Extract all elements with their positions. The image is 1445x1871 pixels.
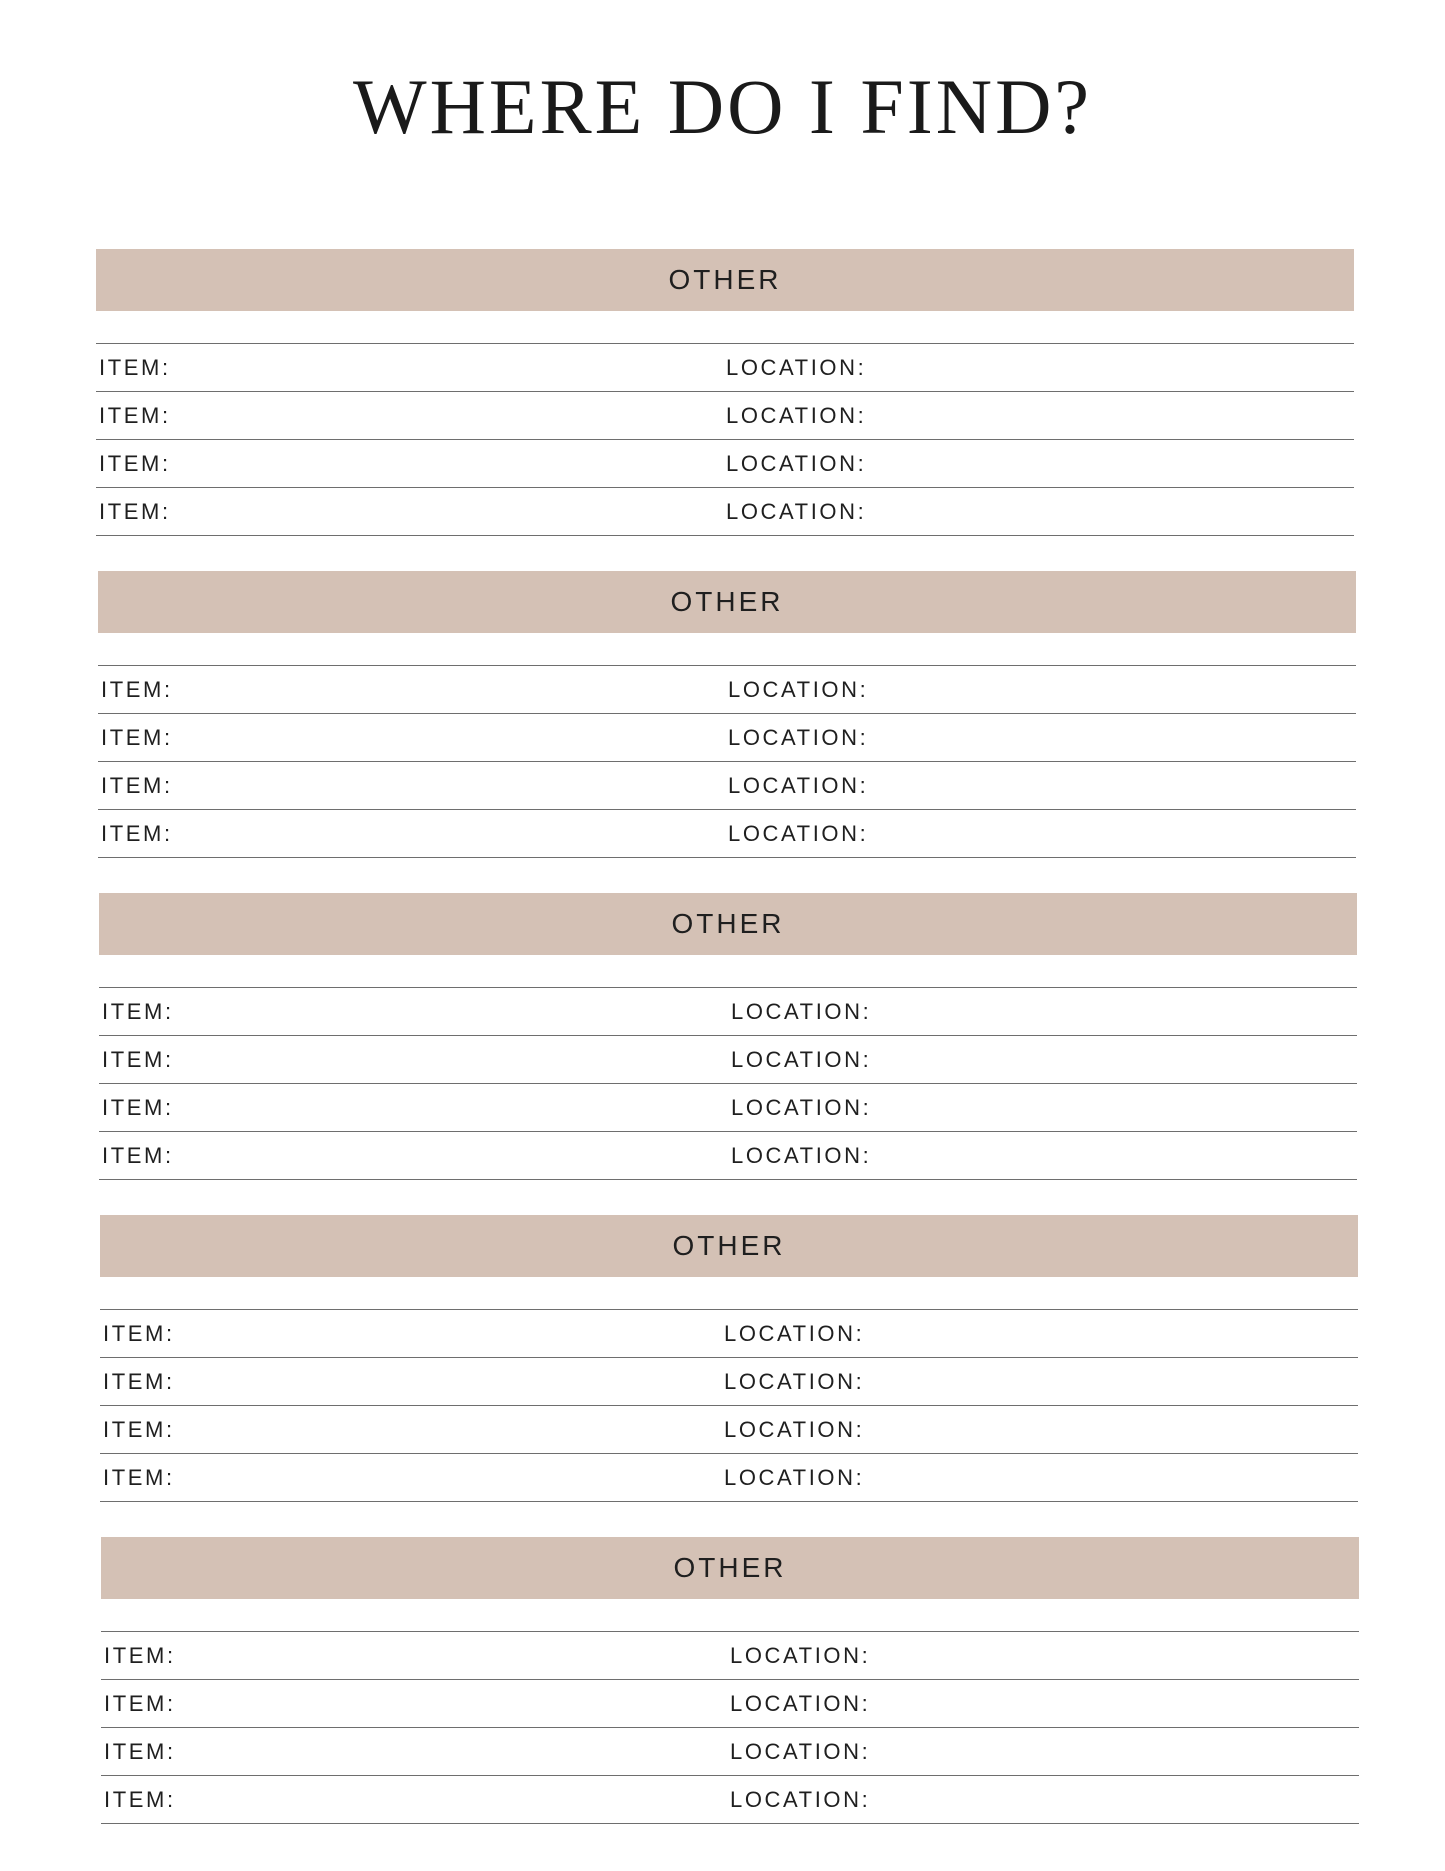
item-label: ITEM: — [104, 1786, 176, 1812]
section-header: OTHER — [96, 249, 1354, 311]
item-location-row[interactable] — [100, 1406, 1358, 1454]
item-location-row[interactable] — [98, 666, 1356, 714]
item-location-row[interactable] — [99, 1132, 1357, 1180]
section-header: OTHER — [100, 1215, 1358, 1277]
item-label: ITEM: — [102, 1094, 174, 1120]
item-location-row[interactable] — [96, 344, 1354, 392]
location-label: LOCATION: — [726, 402, 867, 428]
item-label: ITEM: — [104, 1642, 176, 1668]
item-label: ITEM: — [103, 1368, 175, 1394]
row-list — [100, 1309, 1358, 1502]
section-header: OTHER — [101, 1537, 1359, 1599]
row-list — [99, 987, 1357, 1180]
item-label: ITEM: — [102, 1142, 174, 1168]
item-label: ITEM: — [102, 998, 174, 1024]
location-label: LOCATION: — [731, 1046, 872, 1072]
location-label: LOCATION: — [731, 998, 872, 1024]
section-4 — [100, 1215, 1358, 1502]
item-location-row[interactable] — [98, 810, 1356, 858]
section-5 — [101, 1537, 1359, 1824]
item-location-row[interactable] — [98, 714, 1356, 762]
item-location-row[interactable] — [96, 488, 1354, 536]
row-list — [96, 343, 1354, 536]
item-location-row[interactable] — [96, 440, 1354, 488]
item-location-row[interactable] — [101, 1728, 1359, 1776]
item-label: ITEM: — [103, 1464, 175, 1490]
row-list — [101, 1631, 1359, 1824]
item-label: ITEM: — [99, 498, 171, 524]
item-location-row[interactable] — [101, 1632, 1359, 1680]
location-label: LOCATION: — [728, 820, 869, 846]
item-location-row[interactable] — [100, 1310, 1358, 1358]
item-label: ITEM: — [104, 1690, 176, 1716]
item-label: ITEM: — [101, 676, 173, 702]
location-label: LOCATION: — [728, 676, 869, 702]
item-location-row[interactable] — [101, 1776, 1359, 1824]
location-label: LOCATION: — [730, 1738, 871, 1764]
item-location-row[interactable] — [96, 392, 1354, 440]
item-location-row[interactable] — [100, 1358, 1358, 1406]
item-location-row[interactable] — [100, 1454, 1358, 1502]
location-label: LOCATION: — [726, 450, 867, 476]
item-label: ITEM: — [104, 1738, 176, 1764]
item-label: ITEM: — [101, 772, 173, 798]
location-label: LOCATION: — [731, 1094, 872, 1120]
item-label: ITEM: — [101, 724, 173, 750]
page-title: WHERE DO I FIND? — [352, 63, 1093, 150]
item-label: ITEM: — [101, 820, 173, 846]
section-header: OTHER — [98, 571, 1356, 633]
item-label: ITEM: — [103, 1416, 175, 1442]
row-list — [98, 665, 1356, 858]
location-label: LOCATION: — [724, 1368, 865, 1394]
item-label: ITEM: — [99, 354, 171, 380]
item-location-row[interactable] — [99, 1036, 1357, 1084]
location-label: LOCATION: — [730, 1690, 871, 1716]
location-label: LOCATION: — [730, 1786, 871, 1812]
item-location-row[interactable] — [101, 1680, 1359, 1728]
location-label: LOCATION: — [730, 1642, 871, 1668]
section-2 — [98, 571, 1356, 858]
location-label: LOCATION: — [728, 724, 869, 750]
location-label: LOCATION: — [724, 1464, 865, 1490]
location-label: LOCATION: — [731, 1142, 872, 1168]
location-label: LOCATION: — [726, 354, 867, 380]
location-label: LOCATION: — [728, 772, 869, 798]
item-label: ITEM: — [102, 1046, 174, 1072]
section-header: OTHER — [99, 893, 1357, 955]
item-label: ITEM: — [99, 402, 171, 428]
location-label: LOCATION: — [726, 498, 867, 524]
location-label: LOCATION: — [724, 1416, 865, 1442]
item-location-row[interactable] — [98, 762, 1356, 810]
section-3 — [99, 893, 1357, 1180]
section-1 — [96, 249, 1354, 536]
item-label: ITEM: — [99, 450, 171, 476]
location-label: LOCATION: — [724, 1320, 865, 1346]
item-location-row[interactable] — [99, 1084, 1357, 1132]
item-location-row[interactable] — [99, 988, 1357, 1036]
item-label: ITEM: — [103, 1320, 175, 1346]
